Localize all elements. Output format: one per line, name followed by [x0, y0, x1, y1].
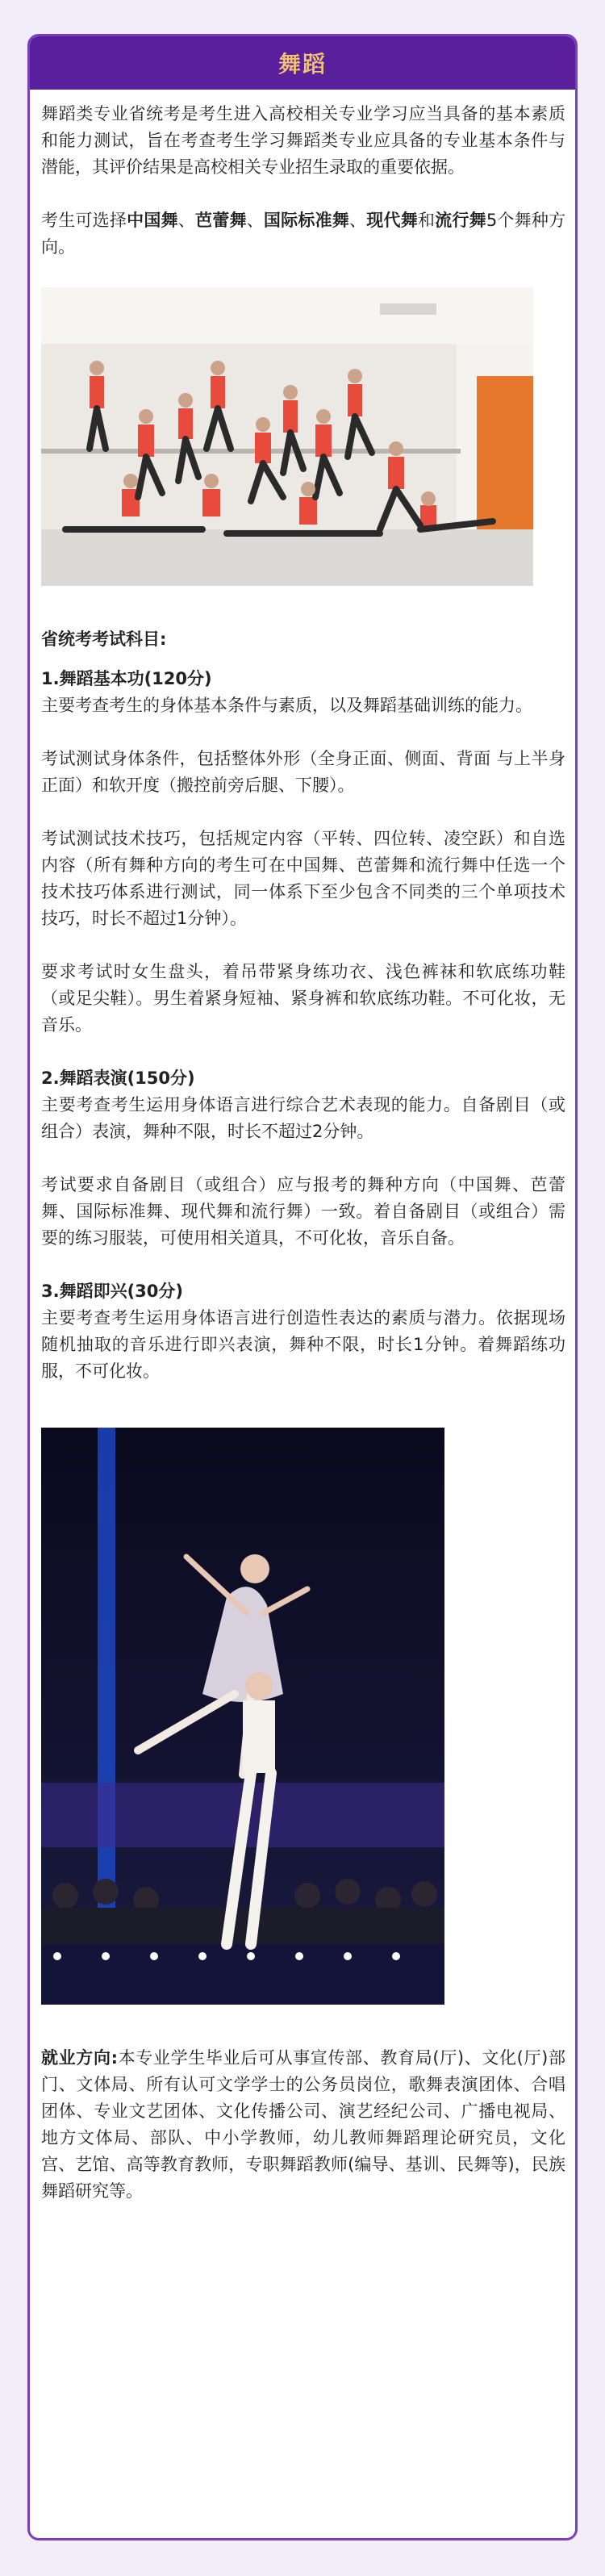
direction-ballroom: 国际标准舞 [263, 211, 350, 230]
section1-title: 1.舞蹈基本功(120分) [41, 669, 212, 688]
section3-title: 3.舞蹈即兴(30分) [41, 1282, 184, 1301]
direction-ballet: 芭蕾舞 [195, 211, 247, 230]
article-body [41, 101, 565, 2231]
section-header [30, 36, 575, 90]
section1-desc: 主要考查考生的身体基本条件与素质，以及舞蹈基础训练的能力。 [41, 696, 532, 715]
stage-performance-photo [41, 1428, 444, 2005]
content-card [27, 34, 578, 2540]
employment-paragraph [41, 2045, 565, 2205]
employment-text: 本专业学生毕业后可从事宣传部、教育局(厅)、文化(厅)部门、文体局、所有认可文学学士的公务员岗位，歌舞表演团体、合唱团体、专业文艺团体、文化传播公司、演艺经纪公司、广播电视局、地方文体局、部队、中小学教师，幼儿教师舞蹈理论研究员，文化宫、艺馆、高等教育教师，专职舞蹈教师(编导、基训、民舞等)，民族舞蹈研究等。 [41, 2048, 565, 2201]
directions-paragraph: 考生可选择中国舞、芭蕾舞、国际标准舞、现代舞和流行舞5个舞种方向。 [41, 211, 566, 257]
direction-modern: 现代舞 [366, 211, 418, 230]
section1-attire: 要求考试时女生盘头，着吊带紧身练功衣、浅色裤袜和软底练功鞋（或足尖鞋）。男生着紧身短袖、紧身裤和软底练功鞋。不可化妆，无音乐。 [41, 962, 565, 1035]
direction-chinese: 中国舞 [127, 211, 178, 230]
section2-requirements: 考试要求自备剧目（或组合）应与报考的舞种方向（中国舞、芭蕾舞、国际标准舞、现代舞和流行舞）一致。着自备剧目（或组合）需要的练习服装，可使用相关道具，不可化妆，音乐自备。 [41, 1175, 565, 1248]
intro-paragraph: 舞蹈类专业省统考是考生进入高校相关专业学习应当具备的基本素质和能力测试，旨在考查考生学习舞蹈类专业应具备的专业基本条件与潜能，其评价结果是高校相关专业招生录取的重要依据。 [41, 104, 565, 177]
section1-technique: 考试测试技术技巧，包括规定内容（平转、四位转、凌空跃）和自选内容（所有舞种方向的考生可在中国舞、芭蕾舞和流行舞中任选一个技术技巧体系进行测试，同一体系下至少包含不同类的三个单项技术技巧，时长不超过1分钟）。 [41, 829, 565, 928]
section1-body-condition: 考试测试身体条件，包括整体外形（全身正面、侧面、背面 与上半身正面）和软开度（搬控前旁后腿、下腰）。 [41, 749, 565, 795]
dance-studio-photo [41, 287, 533, 586]
employment-label: 就业方向: [41, 2048, 118, 2068]
page-title: 舞蹈 [277, 51, 327, 77]
section3-desc: 主要考查考生运用身体语言进行创造性表达的素质与潜力。依据现场随机抽取的音乐进行即兴表演，舞种不限，时长1分钟。着舞蹈练功服，不可化妆。 [41, 1308, 565, 1381]
section2-desc: 主要考查考生运用身体语言进行综合艺术表现的能力。自备剧目（或组合）表演，舞种不限，时长不超过2分钟。 [41, 1095, 565, 1141]
exam-subjects-title: 省统考考试科目: [41, 629, 167, 649]
section2-title: 2.舞蹈表演(150分) [41, 1068, 195, 1088]
direction-popular: 流行舞 [435, 211, 486, 230]
